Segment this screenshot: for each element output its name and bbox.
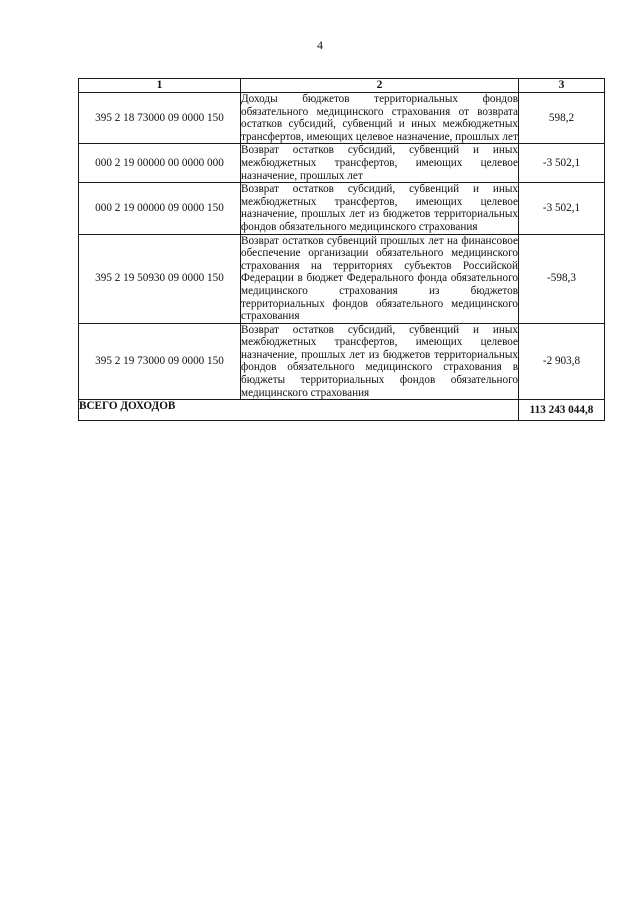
amount-cell: -3 502,1 bbox=[519, 144, 605, 183]
column-header-code: 1 bbox=[79, 79, 241, 93]
table-row bbox=[79, 234, 605, 323]
total-label: ВСЕГО ДОХОДОВ bbox=[79, 400, 519, 421]
revenue-name-cell: Возврат остатков субвенций прошлых лет на финансовое обеспечение организации обязательного медицинского страхования на территориях субъектов Российской Федерации в бюджет Федерального фонда обязательного медицинского страхования из бюджетов территориальных фондов обязательного медицинского страхования bbox=[241, 234, 518, 323]
revenue-name-cell: Возврат остатков субсидий, субвенций и иных межбюджетных трансфертов, имеющих целевое назначение, прошлых лет bbox=[241, 144, 518, 182]
revenue-name-cell: Доходы бюджетов территориальных фондов обязательного медицинского страхования от возврата остатков субсидий, субвенций и иных межбюджетных трансфертов, имеющих целевое назначение, прошлых лет bbox=[241, 93, 518, 143]
amount-cell: 598,2 bbox=[519, 93, 605, 144]
amount-cell: -2 903,8 bbox=[519, 323, 605, 400]
revenue-name-cell: Возврат остатков субсидий, субвенций и иных межбюджетных трансфертов, имеющих целевое назначение, прошлых лет из бюджетов территориальных фондов обязательного медицинского страхования bbox=[241, 183, 518, 233]
budget-code-cell: 000 2 19 00000 09 0000 150 bbox=[79, 183, 241, 234]
table-row bbox=[79, 323, 605, 400]
page-number: 4 bbox=[317, 38, 323, 52]
budget-code-cell: 395 2 19 73000 09 0000 150 bbox=[79, 323, 241, 400]
amount-cell: -598,3 bbox=[519, 234, 605, 323]
table-row bbox=[79, 93, 605, 144]
budget-code-cell: 000 2 19 00000 00 0000 000 bbox=[79, 144, 241, 183]
revenue-name-cell: Возврат остатков субсидий, субвенций и иных межбюджетных трансфертов, имеющих целевое назначение, прошлых лет из бюджетов территориальных фондов обязательного медицинского страхования в бюджеты территориальных фондов обязательного медицинского страхования bbox=[241, 323, 518, 399]
total-amount: 113 243 044,8 bbox=[519, 400, 605, 421]
budget-code-cell: 395 2 18 73000 09 0000 150 bbox=[79, 93, 241, 144]
budget-code-cell: 395 2 19 50930 09 0000 150 bbox=[79, 234, 241, 323]
table-header-row bbox=[79, 79, 605, 93]
column-header-amount: 3 bbox=[519, 79, 605, 93]
total-row bbox=[79, 400, 605, 421]
revenue-table bbox=[78, 78, 605, 421]
table-row bbox=[79, 183, 605, 234]
table-row bbox=[79, 144, 605, 183]
amount-cell: -3 502,1 bbox=[519, 183, 605, 234]
column-header-name: 2 bbox=[241, 79, 519, 93]
